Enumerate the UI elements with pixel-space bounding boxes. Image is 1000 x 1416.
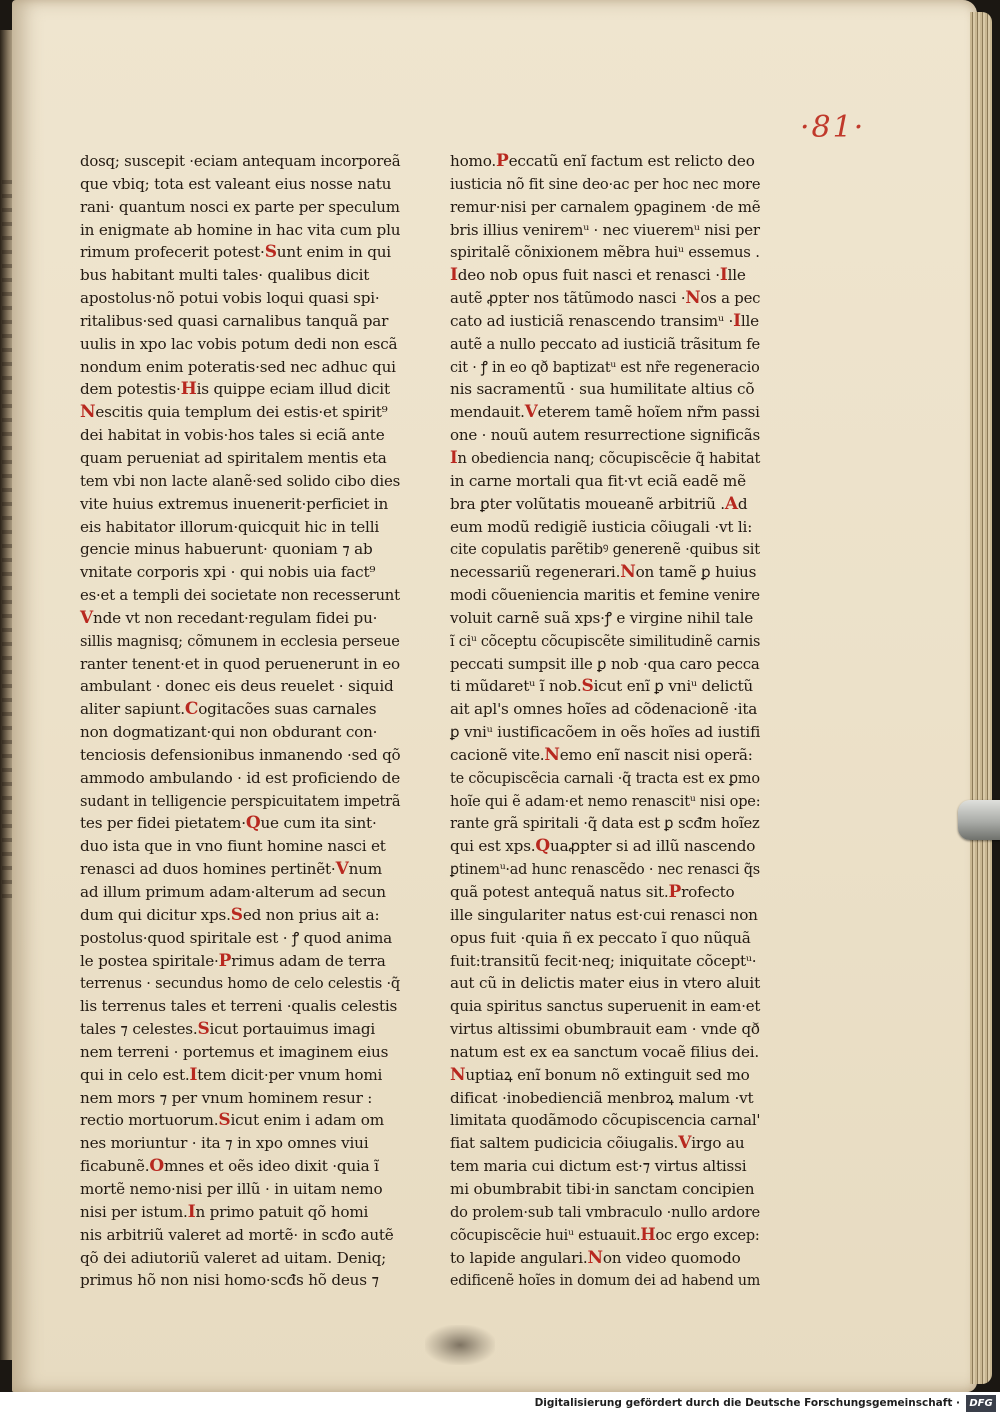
text-segment: os a pec xyxy=(700,289,761,308)
text-segment: n obediencia nanq; cõcupiscẽcie q̃ habitat xyxy=(457,448,761,467)
text-line xyxy=(80,219,400,242)
text-segment: le postea spiritale· xyxy=(80,951,219,970)
page-stack-edge xyxy=(970,12,992,1384)
text-line xyxy=(80,1041,400,1064)
text-segment: ogitacões suas carnales xyxy=(198,700,377,719)
rubricated-initial: N xyxy=(620,562,636,583)
text-line xyxy=(450,630,761,653)
text-segment: sudant in telligencie perspicuitatem impetrã xyxy=(80,791,401,810)
text-segment: oc ergo excep: xyxy=(655,1225,760,1244)
text-segment: nondum enim poteratis·sed nec adhuc qui xyxy=(80,357,396,376)
text-segment: d xyxy=(737,494,748,513)
text-segment: tem dicit·per vnum homi xyxy=(197,1065,383,1084)
text-line xyxy=(450,470,760,493)
text-segment: cato ad iusticiã renascendo transimᵘ · xyxy=(450,311,734,330)
text-segment: tem vbi non lacte alanẽ·sed solido cibo dies xyxy=(80,471,401,490)
text-line xyxy=(450,904,760,927)
text-line xyxy=(80,904,400,927)
text-line xyxy=(450,1064,760,1087)
text-line xyxy=(80,378,400,401)
rubricated-initial: S xyxy=(218,1110,231,1131)
text-line xyxy=(450,995,761,1018)
text-segment: nem terreni · portemus et imaginem eius xyxy=(80,1042,389,1061)
text-segment: eccatũ enĩ factum est relicto deo xyxy=(508,152,755,170)
text-line xyxy=(450,538,760,561)
text-segment: es·et a templi dei societate non recesserunt xyxy=(80,586,400,605)
text-line xyxy=(80,401,400,424)
text-line xyxy=(450,607,760,630)
text-line xyxy=(450,173,761,196)
text-line xyxy=(80,721,400,744)
text-segment: ritalibus·sed quasi carnalibus tanquã par xyxy=(80,311,389,330)
text-segment: nde vt non recedant·regulam fidei pu· xyxy=(93,608,378,627)
rubricated-initial: S xyxy=(197,1019,210,1040)
text-line xyxy=(450,698,760,721)
text-segment: icut portauimus imagi xyxy=(209,1020,376,1039)
text-segment: num xyxy=(348,860,382,879)
text-line xyxy=(80,653,399,676)
text-segment: cacionẽ vite. xyxy=(450,745,545,764)
text-segment: quia spiritus sanctus superuenit in eam·et xyxy=(450,997,761,1016)
rubricated-initial: N xyxy=(685,288,701,309)
text-segment: ꝑ vniᵘ iustificacõem in oẽs hoĩes ad iustifi xyxy=(450,723,761,742)
text-segment: vnitate corporis xpi · qui nobis uia fact⁹ xyxy=(80,563,376,582)
text-line xyxy=(450,1201,760,1224)
text-segment: que vbiq; tota est valeant eius nosse natu xyxy=(80,174,392,193)
right-text-column xyxy=(450,150,760,1292)
dfg-logo: DFG xyxy=(966,1395,996,1412)
text-line xyxy=(450,150,760,173)
text-line xyxy=(80,927,400,950)
text-segment: ille singulariter natus est·cui renasci non xyxy=(450,905,758,924)
text-segment: bra ꝑter volũtatis moueanẽ arbitriũ . xyxy=(450,494,725,513)
text-segment: ranter tenent·et in quod peruenerunt in eo xyxy=(80,654,400,673)
text-line xyxy=(80,424,400,447)
text-segment: tem maria cui dictum est·⁊ virtus altissi xyxy=(450,1157,747,1176)
text-line xyxy=(80,538,400,561)
text-segment: ambulant · donec eis deus reuelet · siquid xyxy=(80,677,394,696)
rubricated-initial: N xyxy=(544,744,560,765)
text-line xyxy=(450,721,760,744)
text-segment: ed non prius ait a: xyxy=(242,905,380,924)
text-line xyxy=(450,333,760,356)
text-line xyxy=(80,447,400,470)
text-line xyxy=(80,790,401,813)
text-line xyxy=(80,835,400,858)
text-line xyxy=(450,561,760,584)
text-line xyxy=(450,653,760,676)
text-segment: in carne mortali qua fit·vt eciã eadẽ mẽ xyxy=(450,471,746,490)
text-line xyxy=(80,1269,400,1292)
text-line xyxy=(450,675,760,698)
text-segment: homo. xyxy=(450,152,497,170)
text-line xyxy=(80,150,401,173)
text-line xyxy=(80,675,400,698)
text-segment: ficabunẽ. xyxy=(80,1157,150,1176)
text-segment: hoĩe qui ẽ adam·et nemo renascitᵘ nisi ope: xyxy=(450,791,761,810)
text-segment: bus habitant multi tales· qualibus dicit xyxy=(80,266,370,285)
text-segment: natum est ex ea sanctum vocaẽ filius dei. xyxy=(450,1042,760,1061)
text-segment: peccati sumpsit ille ꝑ nob ·qua caro pecca xyxy=(450,654,760,673)
text-segment: limitata quodãmodo cõcupiscencia carnal' xyxy=(450,1111,761,1130)
text-segment: edificenẽ hoĩes in domum dei ad habend um xyxy=(450,1271,761,1290)
rubricated-initial: C xyxy=(184,699,199,720)
text-segment: non dogmatizant·qui non obdurant con· xyxy=(80,723,378,742)
text-segment: voluit carnẽ suã xps·ꝭ e virgine nihil tale xyxy=(450,608,754,627)
text-segment: mortẽ nemo·nisi per illũ · in uitam nemo xyxy=(80,1179,383,1198)
text-segment: primus hõ non nisi homo·scđs hõ deus ⁊ xyxy=(80,1271,379,1290)
text-segment: tales ⁊ celestes. xyxy=(80,1020,198,1039)
text-segment: rofecto xyxy=(681,883,735,901)
text-segment: lle xyxy=(727,266,746,285)
text-line xyxy=(80,287,400,310)
text-segment: tes per fidei pietatem· xyxy=(80,814,246,833)
text-line xyxy=(80,995,400,1018)
text-line xyxy=(450,378,760,401)
text-line xyxy=(80,767,399,790)
text-segment: ĩ ciᵘ cõceptu cõcupiscẽte similitudinẽ carnis xyxy=(450,631,761,650)
text-segment: tenciosis defensionibus inmanendo ·sed qõ xyxy=(80,745,401,764)
text-segment: spiritalẽ cõnixionem mẽbra huiᵘ essemus . xyxy=(450,243,760,262)
text-segment: on tamẽ ꝑ huius xyxy=(635,563,757,582)
text-segment: qui in celo est. xyxy=(80,1065,190,1084)
text-line xyxy=(80,744,399,767)
text-segment: quã potest antequã natus sit. xyxy=(450,883,669,901)
text-segment: uaꝓpter si ad illũ nascendo xyxy=(550,837,756,856)
text-segment: n primo patuit qõ homi xyxy=(195,1202,369,1221)
text-line xyxy=(80,196,400,219)
rubricated-initial: I xyxy=(450,447,458,468)
text-segment: sillis magnisq; cõmunem in ecclesia perseue xyxy=(80,631,400,650)
left-text-column xyxy=(80,150,400,1292)
text-segment: eterem tamẽ hoĩem nr̃m passi xyxy=(537,403,760,422)
text-line xyxy=(450,858,760,881)
text-segment: rante grã spiritali ·q̃ data est ꝑ scđm hoĩez xyxy=(450,814,760,833)
text-line xyxy=(450,401,760,424)
text-segment: escitis quia templum dei estis·et spirit⁹ xyxy=(95,403,388,422)
text-segment: autẽ a nullo peccato ad iusticiã trãsitum fe xyxy=(450,334,760,353)
text-segment: dei habitat in vobis·hos tales si eciã ante xyxy=(80,426,385,445)
digitization-footer xyxy=(0,1392,1000,1416)
rubricated-initial: I xyxy=(189,1064,198,1085)
rubricated-initial: N xyxy=(450,1064,466,1085)
text-segment: nis arbitriũ valeret ad mortẽ· in scđo autẽ xyxy=(80,1225,394,1244)
text-segment: eis habitator illorum·quicquit hic in telli xyxy=(80,517,380,536)
rubricated-initial: H xyxy=(640,1224,656,1245)
text-line xyxy=(450,927,760,950)
text-line xyxy=(450,356,760,379)
text-line xyxy=(80,310,400,333)
text-segment: renasci ad duos homines pertinẽt· xyxy=(80,860,336,879)
text-segment: rectio mortuorum. xyxy=(80,1111,219,1130)
text-line xyxy=(450,881,760,904)
text-segment: necessariũ regenerari. xyxy=(450,563,621,582)
text-segment: lle xyxy=(740,311,759,330)
text-segment: on video quomodo xyxy=(602,1248,741,1267)
rubricated-initial: A xyxy=(724,493,738,514)
text-line xyxy=(80,1064,400,1087)
text-line xyxy=(450,1247,760,1270)
text-line xyxy=(450,264,760,287)
rubricated-initial: N xyxy=(587,1247,603,1268)
text-line xyxy=(80,264,400,287)
text-segment: mnes et oẽs ideo dixit ·quia ĩ xyxy=(163,1157,379,1176)
text-segment: terrenus · secundus homo de celo celestis ·q̃ xyxy=(80,974,401,993)
bookmark-tab xyxy=(958,800,1000,840)
text-segment: iusticia nõ fit sine deo·ac per hoc nec more xyxy=(450,174,761,193)
text-line xyxy=(80,812,400,835)
rubricated-initial: Q xyxy=(245,813,261,834)
text-segment: fiat saltem pudicicia cõiugalis. xyxy=(450,1134,679,1153)
text-line xyxy=(450,516,760,539)
text-segment: fuit:transitũ fecit·neq; iniquitate cõceptᵘ· xyxy=(450,951,757,970)
text-segment: dosq; suscepit ·eciam antequam incorporeã xyxy=(80,152,401,170)
text-segment: apostolus·nõ potui vobis loqui quasi spi· xyxy=(80,289,380,308)
text-line xyxy=(80,356,400,379)
text-line xyxy=(450,1087,760,1110)
rubricated-initial: V xyxy=(678,1133,692,1154)
rubricated-initial: H xyxy=(180,379,197,400)
text-segment: duo ista que in vno fiunt homine nasci et xyxy=(80,837,386,856)
text-segment: autẽ ꝓpter nos tãtũmodo nasci · xyxy=(450,289,686,308)
text-line xyxy=(80,1178,400,1201)
text-line xyxy=(80,1109,400,1132)
text-segment: lis terrenus tales et terreni ·qualis celestis xyxy=(80,997,398,1016)
text-segment: is quippe eciam illud dicit xyxy=(196,380,390,399)
text-line xyxy=(450,1224,760,1247)
text-segment: uulis in xpo lac vobis potum dedi non escã xyxy=(80,334,398,353)
text-segment: uptiaꝝ enĩ bonum nõ extinguit sed mo xyxy=(465,1065,750,1084)
text-line xyxy=(450,287,761,310)
text-segment: qõ dei adiutoriũ valeret ad uitam. xyxy=(80,1248,332,1267)
text-segment: dem potestis· xyxy=(80,380,181,399)
text-line xyxy=(80,516,400,539)
text-line xyxy=(80,1087,400,1110)
text-segment: do prolem·sub tali vmbraculo ·nullo ardore xyxy=(450,1202,760,1221)
text-line xyxy=(80,1201,400,1224)
text-segment: rimum profecerit potest· xyxy=(80,243,265,262)
text-segment: vite huius extremus inuenerit·perficiet in xyxy=(80,494,389,513)
text-line xyxy=(80,607,400,630)
text-line xyxy=(450,196,761,219)
rubricated-initial: N xyxy=(80,402,96,423)
text-segment: eum modũ redigiẽ iusticia cõiugali ·vt li: xyxy=(450,517,753,536)
rubricated-initial: P xyxy=(496,151,509,171)
text-segment: opus fuit ·quia ñ ex peccato ĩ quo nũquã xyxy=(450,928,751,947)
text-line xyxy=(80,1155,400,1178)
text-segment: icut enim i adam om xyxy=(230,1111,384,1130)
text-segment: postolus·quod spiritale est · ꝭ quod anima xyxy=(80,928,393,947)
text-line xyxy=(450,219,760,242)
text-segment: virtus altissimi obumbrauit eam · vnde qð xyxy=(450,1020,760,1039)
rubricated-initial: V xyxy=(524,402,538,423)
text-segment: gencie minus habuerunt· quoniam ⁊ ab xyxy=(80,540,373,559)
text-segment: ammodo ambulando · id est proficiendo de xyxy=(80,768,400,787)
text-line xyxy=(80,333,400,356)
text-segment: cite copulatis parẽtibꝰ generenẽ ·quibus sit xyxy=(450,540,760,559)
funding-credit: Digitalisierung gefördert durch die Deutsche Forschungsgemeinschaft · xyxy=(534,1397,960,1409)
rubricated-initial: I xyxy=(733,310,741,331)
text-line xyxy=(450,950,760,973)
text-segment: nem mors ⁊ per vnum hominem resur : xyxy=(80,1088,373,1107)
text-line xyxy=(450,447,761,470)
text-line xyxy=(80,1224,400,1247)
text-line xyxy=(80,561,400,584)
text-segment: cit · ꝭ in eo qð baptizatᵘ est nr̃e regeneracio xyxy=(450,357,760,376)
rubricated-initial: P xyxy=(218,950,232,971)
text-line xyxy=(80,241,400,264)
text-segment: rimus adam de terra xyxy=(231,951,386,970)
text-line xyxy=(80,630,400,653)
text-line xyxy=(450,493,760,516)
text-line xyxy=(80,493,400,516)
text-segment: rani· quantum nosci ex parte per speculum xyxy=(80,197,400,216)
text-line xyxy=(450,835,760,858)
text-line xyxy=(80,972,401,995)
text-line xyxy=(450,241,760,264)
rubricated-initial: V xyxy=(335,859,349,880)
text-segment: icut enĩ ꝑ vniᵘ delictũ xyxy=(593,677,753,696)
rubricated-initial: I xyxy=(719,265,728,286)
text-segment: aut cũ in delictis mater eius in vtero aluit xyxy=(450,974,760,993)
text-line xyxy=(450,1018,760,1041)
text-segment: modi cõueniencia maritis et femine venire xyxy=(450,586,760,605)
text-line xyxy=(450,1132,760,1155)
ink-stain xyxy=(425,1325,495,1365)
text-segment: ad illum primum adam·alterum ad secun xyxy=(80,883,386,901)
text-segment: bris illius veniremᵘ · nec viueremᵘ nisi per xyxy=(450,220,760,239)
rubricated-initial: Q xyxy=(535,836,551,857)
text-segment: aliter sapiunt. xyxy=(80,700,185,719)
text-line xyxy=(450,744,760,767)
text-line xyxy=(450,584,760,607)
rubricated-initial: V xyxy=(80,607,93,628)
text-line xyxy=(80,858,400,881)
text-segment: remur·nisi per carnalem ꝯpaginem ·de mẽ xyxy=(450,197,761,216)
text-line xyxy=(80,950,400,973)
rubricated-initial: S xyxy=(230,904,243,925)
text-segment: ti mũdaretᵘ ĩ nob. xyxy=(450,677,582,696)
rubricated-initial: S xyxy=(264,242,277,263)
text-line xyxy=(450,310,760,333)
rubricated-initial: P xyxy=(668,882,682,902)
rubricated-initial: O xyxy=(149,1156,164,1177)
text-line xyxy=(450,1041,760,1064)
text-segment: quam perueniat ad spiritalem mentis eta xyxy=(80,448,387,467)
text-line xyxy=(450,424,761,447)
folio-number: ·81· xyxy=(800,110,866,145)
text-line xyxy=(450,1155,760,1178)
text-segment: ue cum ita sint· xyxy=(260,814,377,833)
text-line xyxy=(80,173,400,196)
text-segment: deo nob opus fuit nasci et renasci · xyxy=(457,266,720,285)
text-segment: dum qui dicitur xps. xyxy=(80,905,231,924)
text-segment: nis sacramentũ · sua humilitate altius cõ xyxy=(450,380,755,399)
text-segment: irgo au xyxy=(691,1134,745,1153)
text-line xyxy=(80,1247,400,1270)
rubricated-initial: S xyxy=(581,676,594,697)
text-line xyxy=(80,1018,400,1041)
text-segment: one · nouũ autem resurrectione significãs xyxy=(450,426,761,445)
text-line xyxy=(80,698,400,721)
text-segment: ꝑtinemᵘ·ad hunc renascẽdo · nec renasci q̃s xyxy=(450,860,760,879)
text-line xyxy=(80,470,401,493)
text-line xyxy=(450,790,761,813)
rubricated-initial: I xyxy=(187,1201,196,1222)
text-segment: mi obumbrabit tibi·in sanctam concipien xyxy=(450,1179,755,1198)
text-segment: in enigmate ab homine in hac vita cum plu xyxy=(80,220,401,239)
text-segment: nisi per istum. xyxy=(80,1202,188,1221)
text-segment: dificat ·inobedienciã menbroꝝ malum ·vt xyxy=(450,1088,754,1107)
text-segment: ait apl's omnes hoĩes ad cõdenacionẽ ·ita xyxy=(450,700,758,719)
text-segment: mendauit. xyxy=(450,403,525,422)
rubricated-initial: I xyxy=(450,265,458,286)
text-line xyxy=(450,972,760,995)
text-line xyxy=(80,1132,400,1155)
text-line xyxy=(450,1178,760,1201)
text-segment: emo enĩ nascit nisi operã: xyxy=(559,745,753,764)
text-segment: te cõcupiscẽcia carnali ·q̃ tracta est ex ꝑmo xyxy=(450,768,760,787)
text-line xyxy=(80,584,400,607)
text-segment: unt enim in qui xyxy=(276,243,391,262)
text-segment: to lapide angulari. xyxy=(450,1248,588,1267)
text-line xyxy=(450,1269,761,1292)
text-line xyxy=(450,1109,761,1132)
text-line xyxy=(80,881,400,904)
text-segment: Deniq; xyxy=(331,1248,387,1267)
text-line xyxy=(450,767,760,790)
text-segment: qui est xps. xyxy=(450,837,536,856)
text-segment: nes moriuntur · ita ⁊ in xpo omnes viui xyxy=(80,1134,369,1153)
text-line xyxy=(450,812,760,835)
text-segment: cõcupiscẽcie huiᵘ estuauit. xyxy=(450,1225,641,1244)
